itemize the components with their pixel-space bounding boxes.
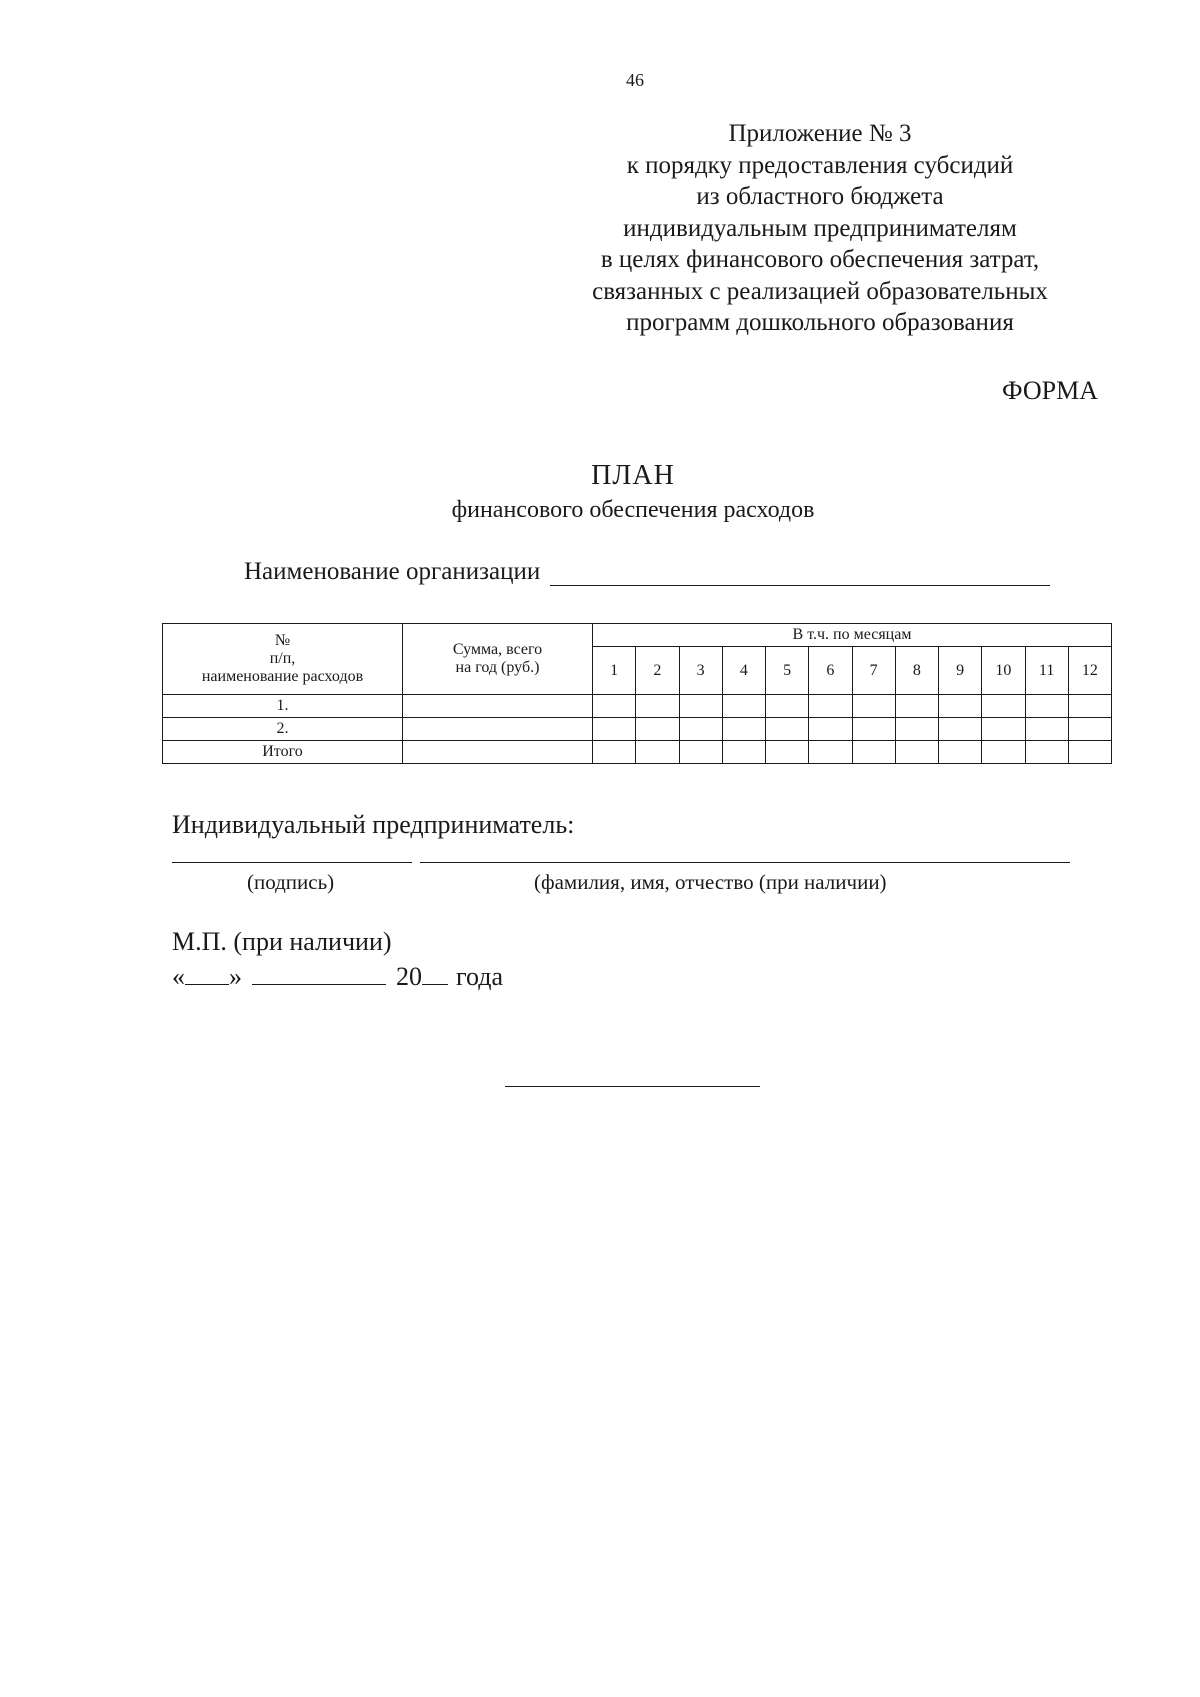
- appendix-line: Приложение № 3: [728, 120, 912, 147]
- header-line: на год (руб.): [455, 659, 540, 676]
- header-month: 4: [722, 647, 765, 695]
- month-cell[interactable]: [679, 741, 722, 764]
- appendix-line: индивидуальным предпринимателям: [623, 214, 1017, 242]
- month-cell[interactable]: [766, 741, 809, 764]
- month-cell[interactable]: [1025, 718, 1068, 741]
- month-cell[interactable]: [593, 718, 636, 741]
- plan-subtitle: финансового обеспечения расходов: [451, 497, 815, 523]
- sum-cell[interactable]: [403, 695, 593, 718]
- form-label: ФОРМА: [1002, 376, 1098, 405]
- month-cell[interactable]: [809, 718, 852, 741]
- date-year-word: года: [456, 962, 504, 991]
- header-month: 8: [895, 647, 938, 695]
- month-cell[interactable]: [895, 741, 938, 764]
- header-months-group: В т.ч. по месяцам: [593, 624, 1112, 647]
- appendix-line: к порядку предоставления субсидий: [626, 151, 1014, 179]
- month-cell[interactable]: [939, 718, 982, 741]
- signature-caption: (подпись): [247, 870, 335, 894]
- month-cell[interactable]: [895, 718, 938, 741]
- header-line: наименование расходов: [201, 668, 364, 685]
- month-cell[interactable]: [679, 718, 722, 741]
- month-cell[interactable]: [1068, 718, 1111, 741]
- month-cell[interactable]: [982, 741, 1025, 764]
- month-cell[interactable]: [852, 718, 895, 741]
- month-cell[interactable]: [722, 718, 765, 741]
- header-annual-sum: [403, 624, 593, 695]
- month-cell[interactable]: [809, 695, 852, 718]
- table-row: [163, 718, 1112, 741]
- month-cell[interactable]: [766, 695, 809, 718]
- month-cell[interactable]: [895, 695, 938, 718]
- month-cell[interactable]: [939, 695, 982, 718]
- plan-title: ПЛАН: [591, 460, 675, 491]
- page-number: 46: [626, 70, 644, 90]
- month-cell[interactable]: [636, 718, 679, 741]
- month-cell[interactable]: [939, 741, 982, 764]
- header-line: №: [274, 632, 291, 649]
- signature-field[interactable]: [172, 862, 412, 863]
- month-cell[interactable]: [636, 741, 679, 764]
- date-day-field[interactable]: [185, 962, 229, 985]
- header-month: 12: [1068, 647, 1111, 695]
- stamp-label: М.П. (при наличии): [172, 927, 392, 956]
- header-month: 2: [636, 647, 679, 695]
- organization-row: [244, 558, 1050, 586]
- header-month: 5: [766, 647, 809, 695]
- appendix-line: программ дошкольного образования: [626, 309, 1014, 336]
- month-cell[interactable]: [1025, 695, 1068, 718]
- table-row: [163, 695, 1112, 718]
- month-cell[interactable]: [593, 695, 636, 718]
- date-month-field[interactable]: [252, 962, 386, 985]
- expense-plan-table: [162, 623, 1112, 764]
- header-line: п/п,: [269, 650, 296, 667]
- organization-label: Наименование организации: [244, 558, 541, 585]
- sum-cell[interactable]: [403, 718, 593, 741]
- month-cell[interactable]: [722, 741, 765, 764]
- month-cell[interactable]: [852, 741, 895, 764]
- month-cell[interactable]: [766, 718, 809, 741]
- full-name-caption: (фамилия, имя, отчество (при наличии): [534, 870, 887, 894]
- row-label: 2.: [163, 718, 403, 741]
- header-month: 11: [1025, 647, 1068, 695]
- date-row: [172, 962, 503, 992]
- date-year-field[interactable]: [422, 962, 448, 985]
- full-name-field[interactable]: [420, 862, 1070, 863]
- header-month: 1: [593, 647, 636, 695]
- month-cell[interactable]: [722, 695, 765, 718]
- sum-cell[interactable]: [403, 741, 593, 764]
- month-cell[interactable]: [636, 695, 679, 718]
- row-label: 1.: [163, 695, 403, 718]
- footer-rule: [505, 1086, 760, 1087]
- date-close-quote: »: [229, 962, 242, 991]
- month-cell[interactable]: [982, 718, 1025, 741]
- month-cell[interactable]: [1068, 741, 1111, 764]
- month-cell[interactable]: [852, 695, 895, 718]
- date-open-quote: «: [172, 962, 185, 991]
- header-expense-name: [163, 624, 403, 695]
- appendix-line: в целях финансового обеспечения затрат,: [600, 246, 1040, 273]
- header-month: 10: [982, 647, 1025, 695]
- header-month: 6: [809, 647, 852, 695]
- month-cell[interactable]: [1025, 741, 1068, 764]
- row-label-total: Итого: [163, 741, 403, 764]
- month-cell[interactable]: [679, 695, 722, 718]
- organization-name-field[interactable]: [550, 561, 1050, 586]
- header-month: 9: [939, 647, 982, 695]
- header-line: Сумма, всего: [452, 641, 543, 658]
- entrepreneur-label: Индивидуальный предприниматель:: [172, 810, 575, 839]
- month-cell[interactable]: [593, 741, 636, 764]
- header-month: 3: [679, 647, 722, 695]
- month-cell[interactable]: [809, 741, 852, 764]
- date-century: 20: [396, 962, 422, 991]
- appendix-heading: [540, 118, 1100, 339]
- month-cell[interactable]: [1068, 695, 1111, 718]
- header-month: 7: [852, 647, 895, 695]
- appendix-line: из областного бюджета: [696, 183, 944, 210]
- appendix-line: связанных с реализацией образовательных: [592, 277, 1048, 305]
- month-cell[interactable]: [982, 695, 1025, 718]
- table-row: [163, 741, 1112, 764]
